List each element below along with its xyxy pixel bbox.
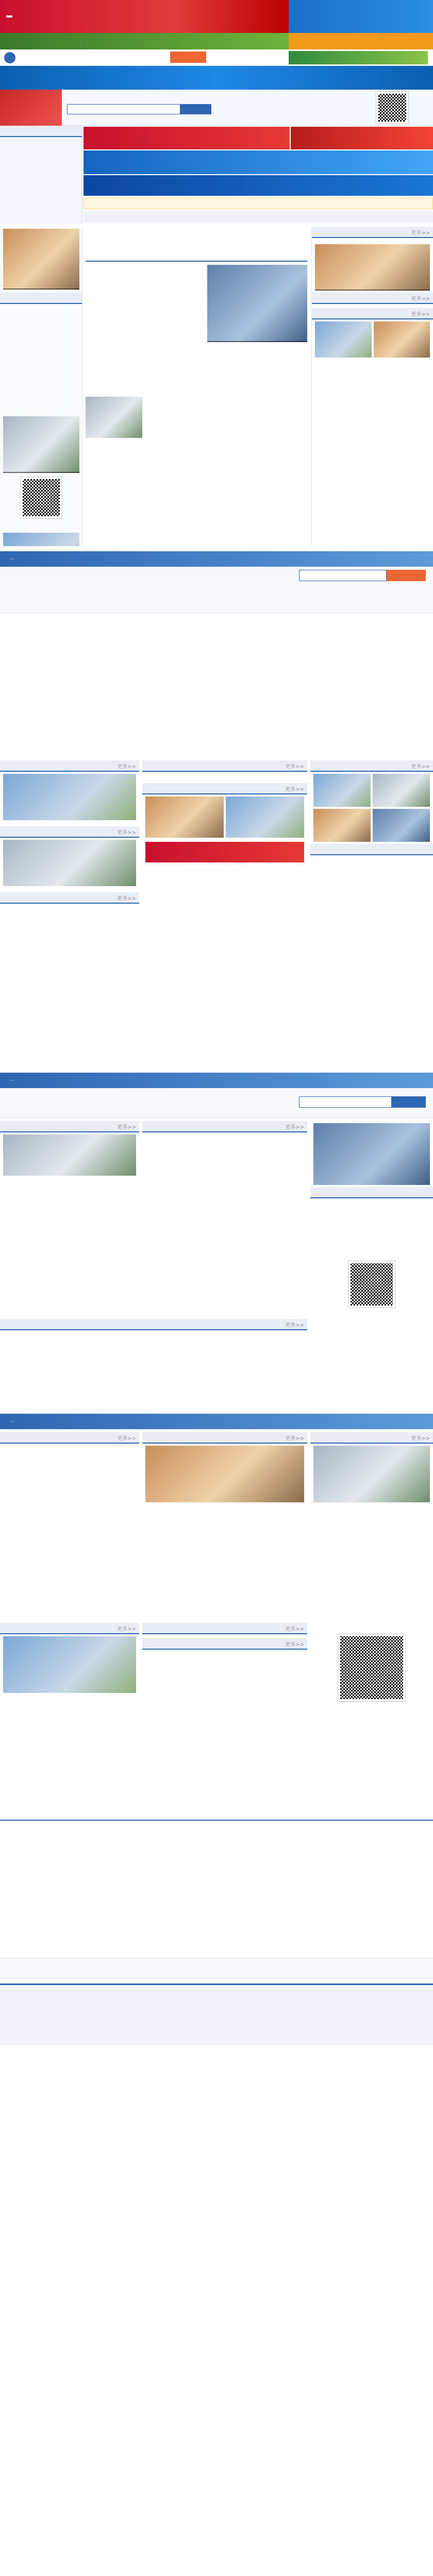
- right-ad-cap: [315, 290, 430, 291]
- second-filter: [0, 1088, 433, 1118]
- section-second-sub: [10, 1080, 14, 1081]
- panel-title: 更多>>: [310, 760, 433, 772]
- right-title: 更多>>: [312, 227, 433, 238]
- center-news: [86, 227, 307, 546]
- hot-image[interactable]: [226, 796, 304, 838]
- second-search-input[interactable]: [299, 1096, 392, 1108]
- house-search: [299, 570, 428, 581]
- qr-mid: [310, 1259, 433, 1316]
- gallery-thumb[interactable]: [315, 321, 372, 358]
- qr-code-mid: [348, 1261, 395, 1308]
- home-image[interactable]: [3, 1636, 136, 1693]
- home-title: 更多>>: [0, 1432, 139, 1444]
- school-ad[interactable]: [313, 1123, 430, 1185]
- agent-lower-list: [0, 1330, 307, 1334]
- second-list: [142, 1132, 307, 1137]
- right-list: [312, 238, 433, 242]
- qr-code-left: [21, 477, 62, 518]
- gallery-thumb[interactable]: [313, 774, 371, 807]
- ticker: [84, 198, 433, 209]
- home-title: 更多>>: [142, 1432, 307, 1444]
- left-col: [0, 227, 82, 546]
- mid-ad-4[interactable]: [84, 175, 433, 196]
- section-second: [0, 1073, 433, 1088]
- logo-bar: [0, 49, 433, 66]
- gallery-thumb[interactable]: [373, 809, 430, 842]
- section-new-sub: [10, 558, 14, 560]
- agent-logos: [310, 1319, 433, 1406]
- mid-ads: [0, 126, 433, 224]
- mid-ad-2[interactable]: [291, 127, 433, 149]
- city-tag[interactable]: [170, 52, 206, 63]
- page-blank: [0, 2045, 433, 2576]
- search-button[interactable]: [180, 104, 211, 114]
- headline-area: [0, 227, 433, 546]
- right-ad-image[interactable]: [315, 244, 430, 291]
- home-bottom-1: [0, 1623, 139, 1798]
- mid-ad-1[interactable]: [84, 127, 290, 149]
- right-list-2: [312, 304, 433, 308]
- second-title: 更多>>: [0, 1121, 139, 1132]
- news-list: [86, 262, 204, 266]
- top-ad-right[interactable]: [289, 0, 433, 33]
- home-image[interactable]: [145, 1446, 304, 1502]
- footer: [0, 1984, 433, 2045]
- panel-title: 更多>>: [142, 783, 307, 794]
- section-home: [0, 1414, 433, 1429]
- top-ad-right-2[interactable]: [289, 33, 433, 49]
- big-banner[interactable]: [0, 66, 433, 90]
- filter-area: [0, 567, 433, 613]
- panel-title: 更多>>: [142, 760, 307, 772]
- footer-menu: [0, 1985, 433, 1998]
- second-search-button[interactable]: [392, 1096, 426, 1108]
- home-title: 更多>>: [0, 1623, 139, 1634]
- right-gallery: [312, 319, 433, 360]
- second-image[interactable]: [3, 1134, 136, 1176]
- home-image[interactable]: [313, 1446, 430, 1502]
- left-ad-cap-2: [3, 472, 79, 473]
- home-grid: [0, 1444, 139, 1448]
- panel-list: [0, 822, 139, 826]
- panel-ad[interactable]: [145, 842, 304, 862]
- home-bottom-2: [142, 1623, 307, 1798]
- agent-lower-title: 更多>>: [0, 1319, 307, 1330]
- second-list-mid: [142, 1121, 307, 1255]
- agent-news-list: [310, 1198, 433, 1202]
- home-list: [142, 1504, 307, 1509]
- panel-list: [0, 888, 139, 892]
- second-title: 更多>>: [142, 1121, 307, 1132]
- qr-label-top: [410, 95, 431, 121]
- home-col-3: [310, 1432, 433, 1618]
- left-ad-cap: [3, 289, 79, 290]
- price-tags: [227, 105, 366, 114]
- gallery-thumb[interactable]: [313, 809, 371, 842]
- home-title: 更多>>: [142, 1638, 307, 1650]
- panel-title: 更多>>: [0, 826, 139, 838]
- news-list-3: [144, 395, 206, 399]
- top-ad-left[interactable]: [0, 0, 289, 33]
- house-grid-1: [0, 616, 433, 683]
- news-tabs: [86, 250, 307, 262]
- left-ad-image-2[interactable]: [3, 416, 79, 473]
- filter-rows: [4, 569, 293, 599]
- second-filter-rows: [4, 1090, 293, 1116]
- partners-grid: [0, 1824, 433, 1953]
- price-table-title: [142, 776, 307, 780]
- partners-title: [0, 1808, 433, 1821]
- agent-news-title: [310, 1187, 433, 1198]
- home-bottom-3: [310, 1623, 433, 1798]
- home-list: [0, 1695, 139, 1699]
- site-logo-icon: [4, 52, 15, 63]
- alpha-index: [4, 600, 427, 611]
- top-ad-area: [0, 0, 433, 66]
- second-right: [310, 1121, 433, 1255]
- panel-right: [310, 760, 433, 1070]
- left-list-title: [0, 293, 82, 304]
- headline-sub: [86, 240, 307, 248]
- right-title-2: 更多>>: [312, 293, 433, 304]
- panel-mid: [142, 760, 307, 1070]
- second-search: [299, 1096, 428, 1108]
- promo-image[interactable]: [207, 265, 307, 342]
- panel-image[interactable]: [3, 840, 136, 886]
- hot-links: [84, 211, 433, 223]
- rank-title: [310, 844, 433, 855]
- home-col-2: [142, 1432, 307, 1618]
- second-area: [0, 1121, 433, 1410]
- headline-title[interactable]: [86, 227, 307, 240]
- panel-list: [142, 772, 307, 776]
- friend-links: [0, 1958, 433, 1978]
- second-list-left: [0, 1121, 139, 1255]
- home-list: [142, 1650, 307, 1654]
- site-logo[interactable]: [4, 52, 87, 64]
- qr-code-top: [376, 92, 408, 124]
- news-list-4: [86, 441, 307, 445]
- left-ad-image-3[interactable]: [3, 533, 79, 546]
- main-nav: [67, 92, 366, 102]
- hot-images: [142, 794, 307, 840]
- left-ad-image[interactable]: [3, 229, 79, 290]
- gallery-thumb[interactable]: [374, 321, 430, 358]
- panel-image[interactable]: [3, 774, 136, 820]
- house-search-button[interactable]: [387, 570, 426, 581]
- search-box: [67, 104, 222, 114]
- home-col-1: [0, 1432, 139, 1618]
- panel-list: [0, 904, 139, 908]
- site-sub: [88, 54, 149, 63]
- top-ad-left-2[interactable]: [0, 33, 289, 49]
- house-grid-2: [0, 686, 433, 753]
- rank-list: [310, 855, 433, 859]
- left-news-title: [0, 126, 82, 137]
- qr-label: [310, 1623, 433, 1631]
- qr-label-left: [5, 521, 77, 530]
- agent-lower: [0, 1319, 307, 1406]
- news-thumb[interactable]: [86, 397, 142, 438]
- home-title: 更多>>: [310, 1432, 433, 1444]
- left-mini-list: [0, 137, 82, 141]
- left-news-col: [0, 126, 82, 224]
- home-title: 更多>>: [142, 1623, 307, 1634]
- hot-image[interactable]: [145, 796, 224, 838]
- house-search-input[interactable]: [299, 570, 387, 581]
- home-area: [0, 1432, 433, 1803]
- left-list-2: [0, 304, 82, 308]
- search-input[interactable]: [67, 104, 180, 114]
- home-list: [142, 1634, 307, 1638]
- home-list: [310, 1504, 433, 1509]
- right-col: [311, 227, 433, 546]
- agents-row: [0, 1259, 307, 1316]
- promo-sub: [207, 341, 307, 342]
- panel-title: 更多>>: [0, 760, 139, 772]
- panel-left: [0, 760, 139, 1070]
- ad-logo: [6, 15, 12, 18]
- gallery-thumb[interactable]: [373, 774, 430, 807]
- area-tags: [67, 116, 366, 125]
- news-list-2: [207, 345, 307, 349]
- right-logo-ad[interactable]: [289, 51, 428, 64]
- panel-area: [0, 760, 433, 1070]
- right-title-3: 更多>>: [312, 308, 433, 319]
- qr-code-bottom: [338, 1634, 405, 1701]
- gallery-grid: [310, 772, 433, 844]
- section-home-sub: [10, 1421, 14, 1422]
- brand-left[interactable]: [0, 90, 62, 126]
- second-list: [0, 1178, 139, 1182]
- mid-ad-3[interactable]: [84, 150, 433, 174]
- nav-area: [0, 90, 433, 126]
- section-new: [0, 551, 433, 567]
- panel-title: 更多>>: [0, 892, 139, 904]
